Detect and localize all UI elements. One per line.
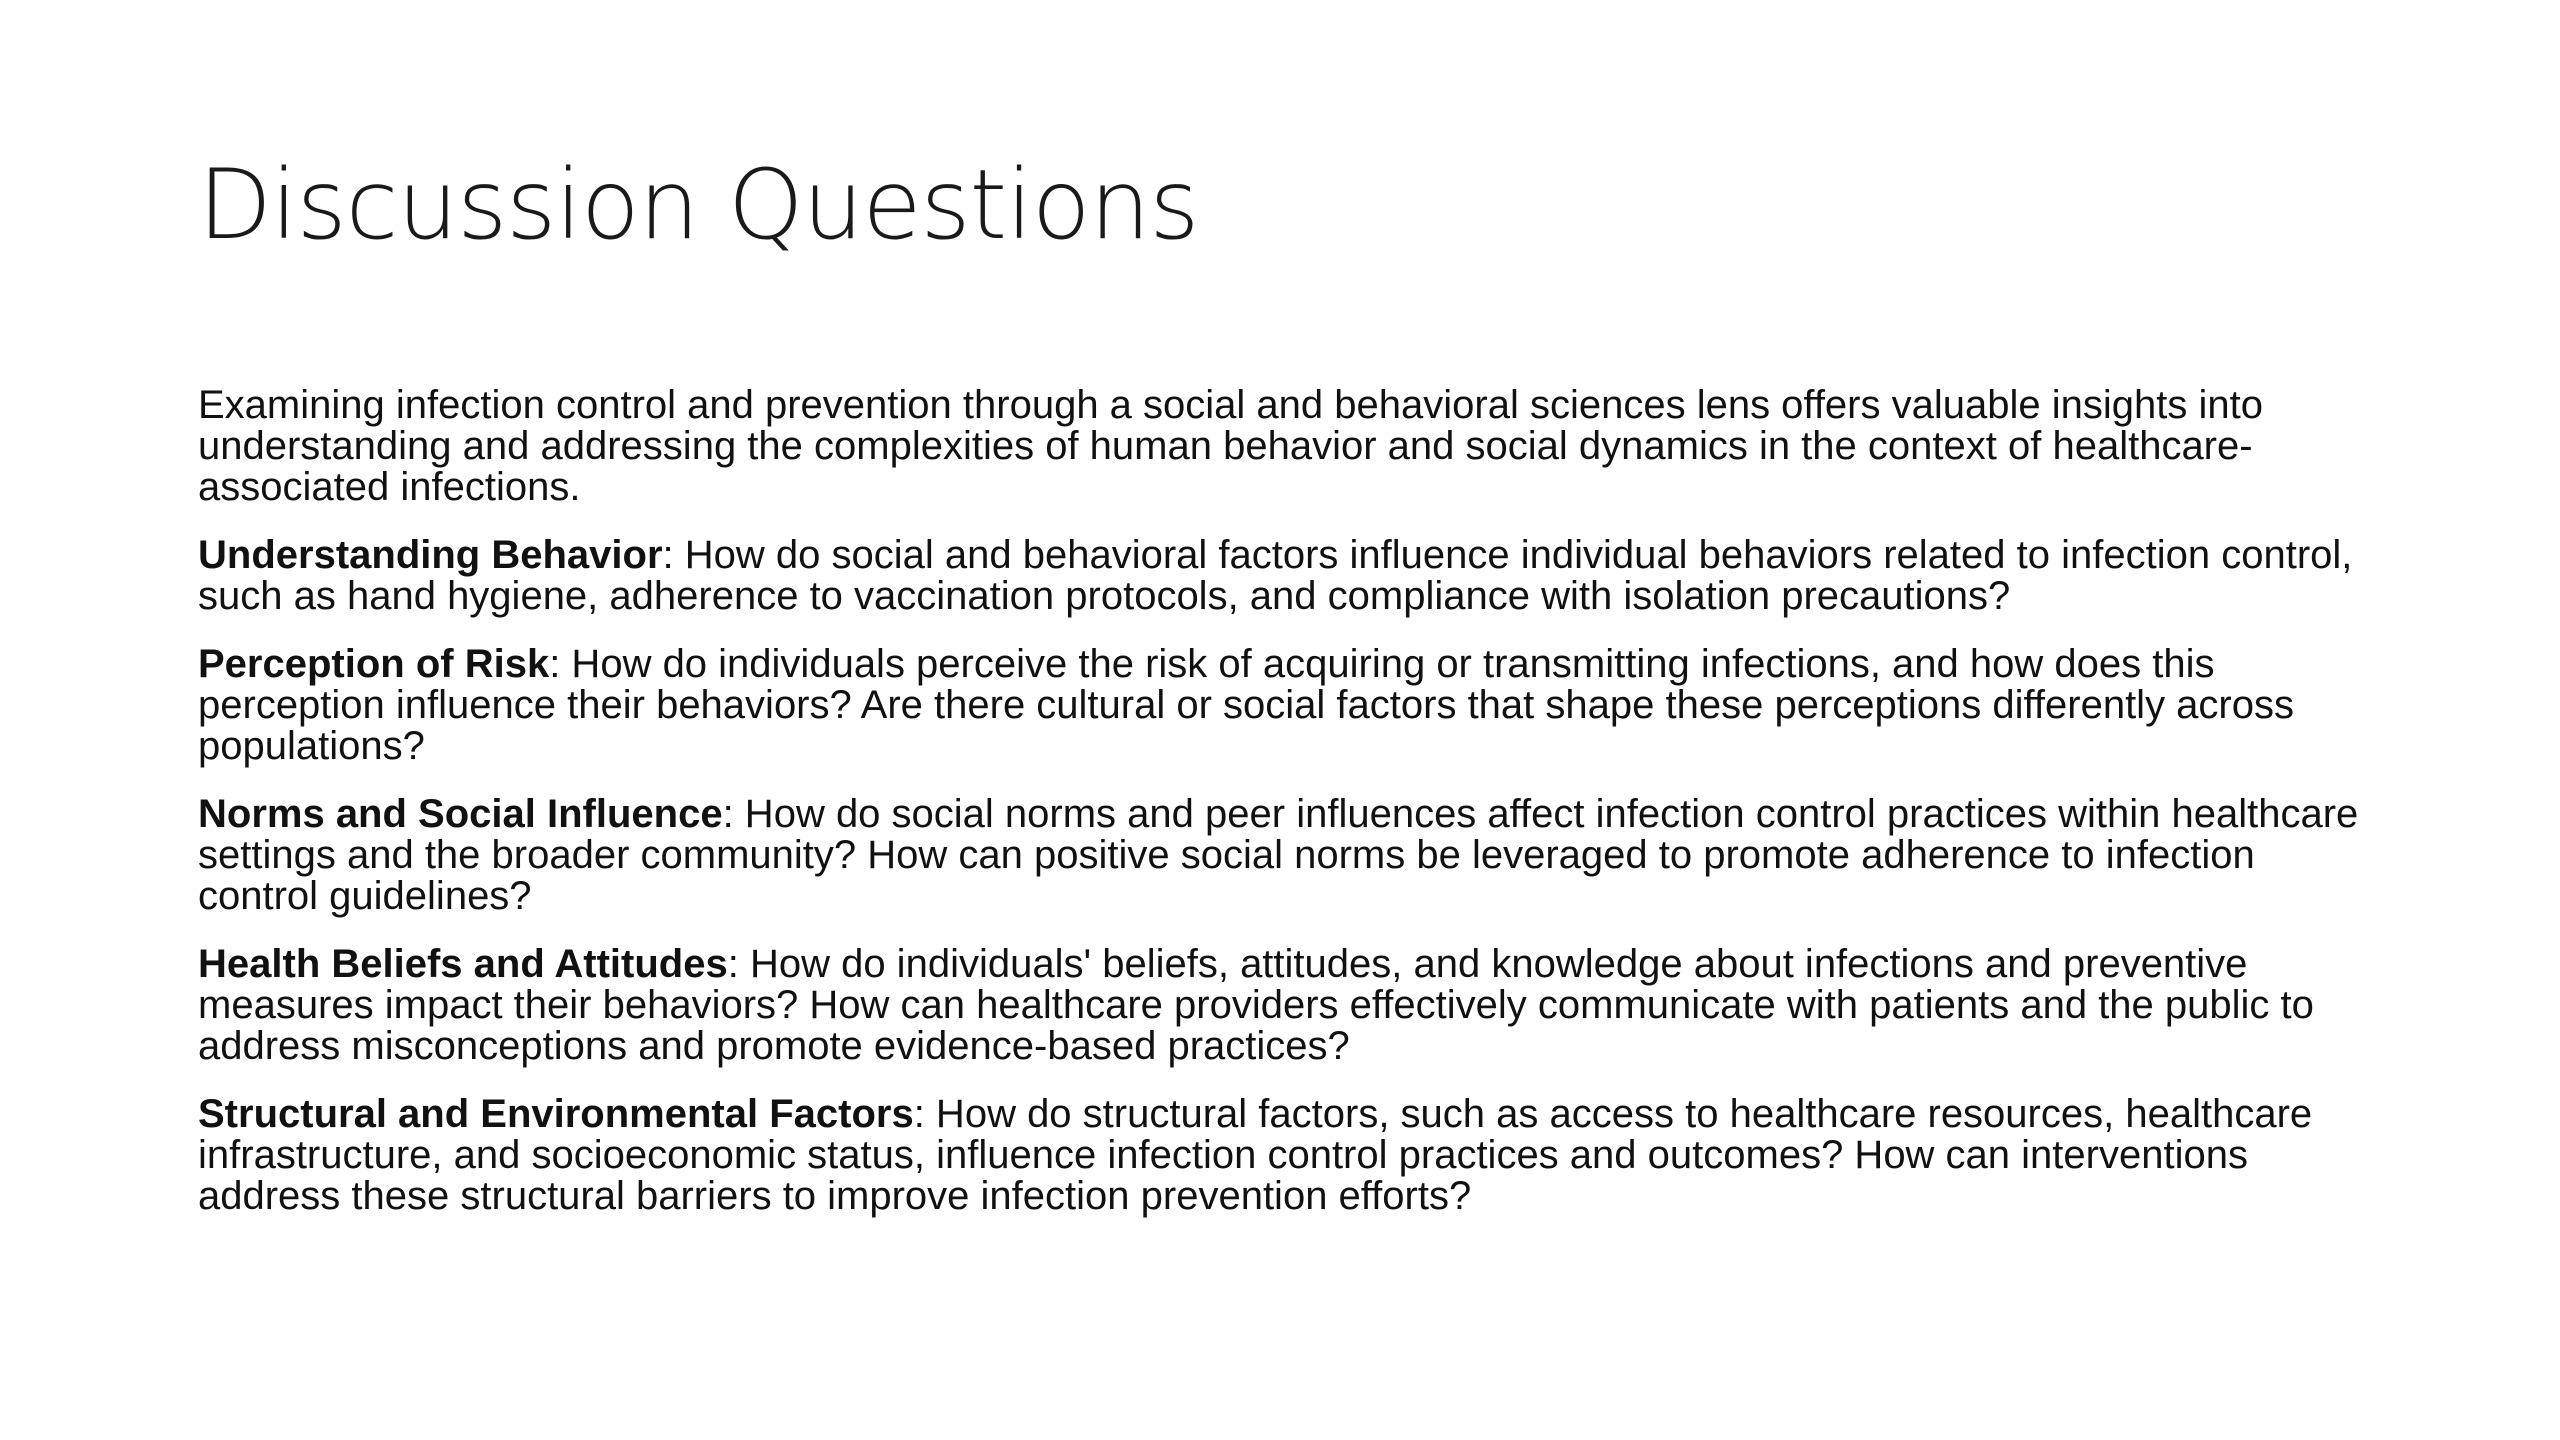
- question-perception-of-risk: [198, 644, 2378, 767]
- slide-body: [198, 385, 2378, 1244]
- question-term: Understanding Behavior: [198, 533, 663, 577]
- question-term: Perception of Risk: [198, 642, 550, 686]
- question-understanding-behavior: [198, 535, 2378, 617]
- question-text: : How do individuals' beliefs, attitudes, and knowledge about infections and preventive measures impact their behaviors? How can healthcare providers effectively communicate with patients and the public to address misconceptions and promote evidence-based practices?: [198, 942, 2314, 1068]
- question-structural-environmental-factors: [198, 1094, 2378, 1217]
- question-text: : How do social norms and peer influences affect infection control practices within healthcare settings and the broader community? How can positive social norms be leveraged to promote adherence to infection control guidelines?: [198, 792, 2359, 918]
- question-term: Structural and Environmental Factors: [198, 1092, 914, 1136]
- slide-title: Discussion Questions: [198, 149, 1199, 261]
- question-term: Health Beliefs and Attitudes: [198, 942, 728, 986]
- question-term: Norms and Social Influence: [198, 792, 723, 836]
- intro-paragraph: Examining infection control and prevention through a social and behavioral sciences lens offers valuable insights into understanding and addressing the complexities of human behavior and social dynamics in the context of healthcare-associated infections.: [198, 383, 2263, 509]
- question-text: : How do individuals perceive the risk of acquiring or transmitting infections, and how does this perception influence their behaviors? Are there cultural or social factors that shape these perceptions differently across populations?: [198, 642, 2294, 768]
- question-norms-social-influence: [198, 794, 2378, 917]
- question-health-beliefs-attitudes: [198, 944, 2378, 1067]
- question-text: : How do structural factors, such as access to healthcare resources, healthcare infrastructure, and socioeconomic status, influence infection control practices and outcomes? How can interventions address these structural barriers to improve infection prevention efforts?: [198, 1092, 2313, 1218]
- question-text: : How do social and behavioral factors influence individual behaviors related to infection control, such as hand hygiene, adherence to vaccination protocols, and compliance with isolation precautions?: [198, 533, 2353, 618]
